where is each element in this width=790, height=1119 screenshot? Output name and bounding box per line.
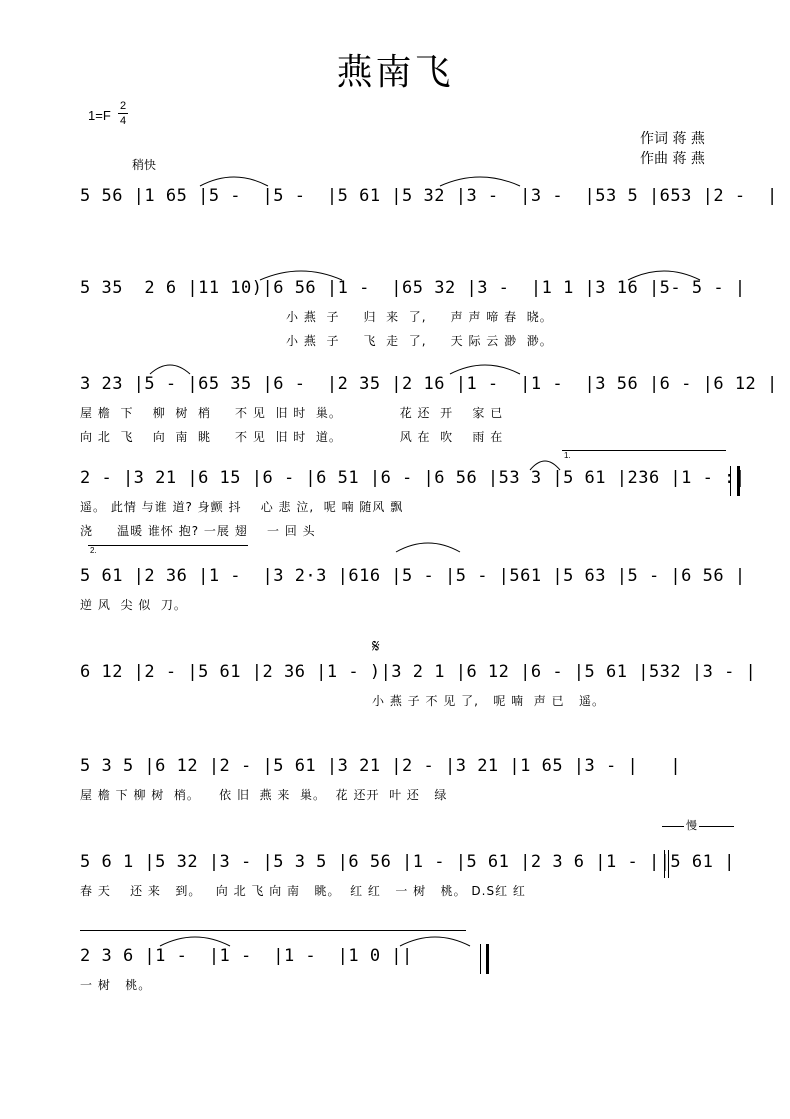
slur-arc (628, 271, 700, 280)
lyric-line: 屋 檐 下 柳 树 梢 不 见 旧 时 巢。 花 还 开 家 已 (80, 406, 504, 420)
notation-line: 5 6 1 |5 32 |3 - |5 3 5 |6 56 |1 - |5 61 |2 3 6 |1 - ||5 61 | (80, 852, 735, 872)
lyric-line: 遥。 此情 与谁 道? 身颤 抖 心 悲 泣, 呢 喃 随风 飘 (80, 500, 404, 514)
notation-line: 5 61 |2 36 |1 - |3 2·3 |616 |5 - |5 - |561 |5 63 |5 - |6 56 | (80, 566, 746, 586)
lyric-line: 小 燕 子 飞 走 了, 天 际 云 渺 渺。 (286, 334, 553, 348)
slur-arc (450, 365, 520, 374)
notation-line: 5 56 |1 65 |5 - |5 - |5 61 |5 32 |3 - |3 - |53 5 |653 |2 - | (80, 186, 778, 206)
notation-line: 5 35 2 6 |11 10)|6 56 |1 - |65 32 |3 - |1 1 |3 16 |5- 5 - | (80, 278, 746, 298)
time-signature-bottom: 4 (119, 115, 127, 127)
lyric-line: 小 燕 子 不 见 了, 呢 喃 声 已 遥。 (372, 694, 606, 708)
volta-second-label: 2. (90, 546, 97, 555)
lyricist-credit: 作词 蒋 燕 (640, 131, 705, 147)
notation-line: 5 3 5 |6 12 |2 - |5 61 |3 21 |2 - |3 21 |1 65 |3 - | | (80, 756, 682, 776)
song-title: 燕南飞 (336, 52, 454, 93)
lyric-line: 一 树 桃。 (80, 978, 152, 992)
lyric-line: 屋 檐 下 柳 树 梢。 依 旧 燕 来 巢。 花 还开 叶 还 绿 (80, 788, 448, 802)
volta-first-label: 1. (564, 451, 571, 460)
slur-arc (400, 937, 470, 946)
lyric-line: 春 天 还 来 到。 向 北 飞 向 南 眺。 红 红 一 树 桃。 D.S红 红 (80, 884, 526, 898)
lyric-line: 向 北 飞 向 南 眺 不 见 旧 时 道。 风 在 吹 雨 在 (80, 430, 504, 444)
lyric-line: 逆 风 尖 似 刀。 (80, 598, 187, 612)
slow-marking: 慢 (684, 817, 699, 833)
tempo-marking: 稍快 (132, 158, 157, 172)
slur-arc (260, 271, 342, 280)
notation-line: 2 - |3 21 |6 15 |6 - |6 51 |6 - |6 56 |53 3 |5 61 |236 |1 - :| (80, 468, 746, 488)
slur-arc (200, 177, 268, 186)
slur-arc (396, 543, 460, 552)
key-signature: 1=F (88, 108, 111, 123)
time-signature-top: 2 (119, 100, 127, 112)
lyric-line: 浇 温暖 谁怀 抱? 一展 翅 一 回 头 (80, 524, 316, 538)
notation-line: 3 23 |5 - |65 35 |6 - |2 35 |2 16 |1 - |1 - |3 56 |6 - |6 12 | (80, 374, 778, 394)
slur-arc (150, 365, 190, 374)
lyric-line: 小 燕 子 归 来 了, 声 声 啼 春 晓。 (286, 310, 553, 324)
notation-line: 2 3 6 |1 - |1 - |1 - |1 0 || (80, 946, 413, 966)
slur-arc (530, 461, 560, 470)
composer-credit: 作曲 蒋 燕 (640, 151, 705, 167)
segno-sign: 𝄋 (372, 636, 380, 657)
slur-arc (160, 937, 230, 946)
slur-arc (440, 177, 520, 186)
notation-line: 6 12 |2 - |5 61 |2 36 |1 - )|3 2 1 |6 12 |6 - |5 61 |532 |3 - | (80, 662, 757, 682)
